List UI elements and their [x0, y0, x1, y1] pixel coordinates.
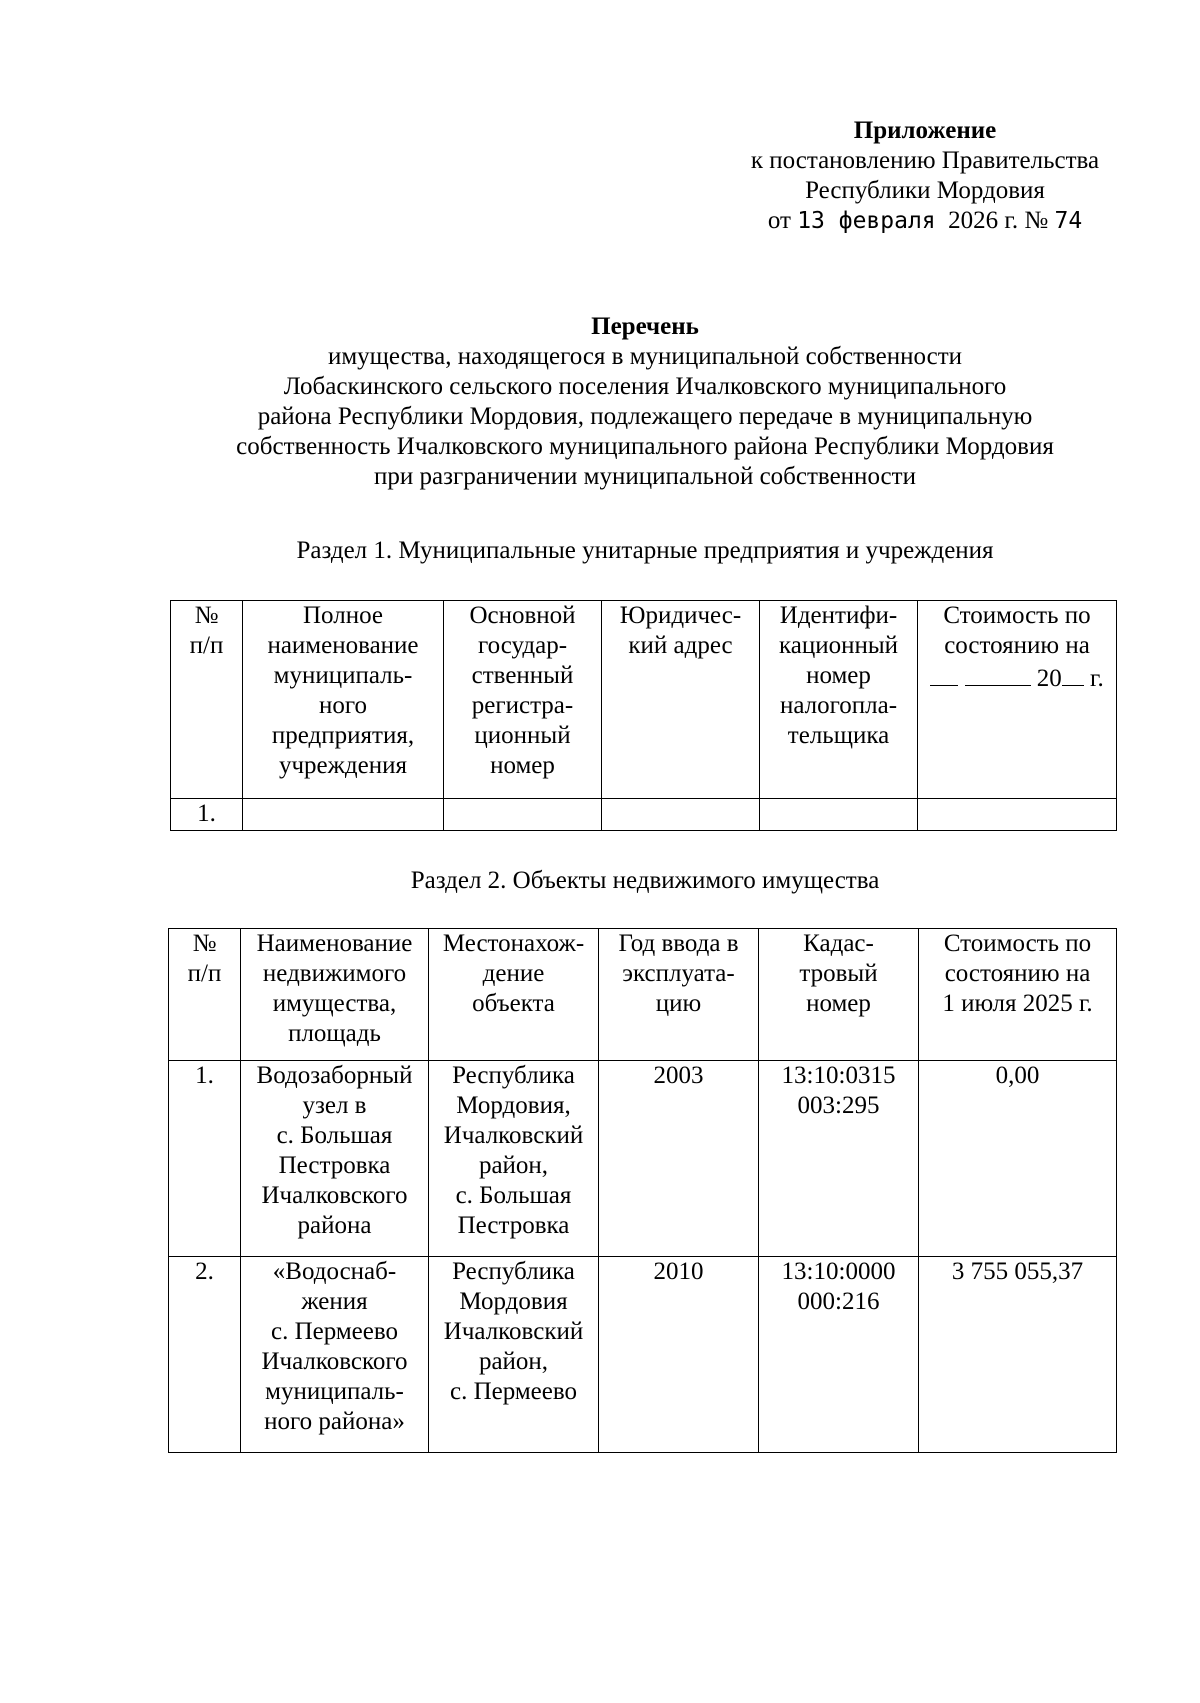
s2-row1-num: 1. [169, 1061, 241, 1257]
s1-row1-num: 1. [171, 799, 243, 831]
s2-row1-year: 2003 [599, 1061, 759, 1257]
s2-h-value-1: Стоимость по [943, 930, 1092, 957]
heading-line-3: района Республики Мордовия, подлежащего передаче в муниципальную [257, 403, 1033, 430]
blank-year [1062, 661, 1084, 686]
s2-h-year-3: цию [655, 990, 702, 1017]
s2-row1-cadastral [759, 1061, 919, 1257]
section2-table [168, 928, 1117, 1453]
s2-r1-name-4: Пестровка [278, 1152, 391, 1179]
s1-h-name-5: предприятия, [271, 722, 415, 749]
s2-h-name-2: недвижимого [262, 960, 407, 987]
s2-r2-loc-2: Мордовия [459, 1288, 568, 1315]
s2-h-year-1: Год ввода в [618, 930, 739, 957]
s2-col-value [919, 929, 1117, 1061]
heading-line-5: при разграничении муниципальной собственности [374, 463, 916, 490]
s2-row2-cadastral [759, 1257, 919, 1453]
s2-r1-name-2: узел в [302, 1092, 367, 1119]
s1-h-addr-2: кий адрес [628, 632, 733, 659]
s2-r1-name-5: Ичалковского [261, 1182, 408, 1209]
section1-title: Раздел 1. Муниципальные унитарные предприятия и учреждения [296, 537, 994, 564]
s1-h-inn-2: кационный [778, 632, 899, 659]
s2-h-loc-2: дение [482, 960, 545, 987]
appendix-title: Приложение [853, 117, 997, 144]
s2-r2-loc-4: район, [478, 1348, 549, 1375]
s2-r1-loc-4: район, [478, 1152, 549, 1179]
s2-r2-cad-1: 13:10:0000 [781, 1258, 896, 1285]
s2-h-num-2: п/п [187, 960, 222, 987]
s2-row2-num: 2. [169, 1257, 241, 1453]
appendix-date-line [705, 206, 1145, 236]
s1-h-value-2: состоянию на [944, 632, 1090, 659]
s1-h-inn-3: номер [806, 662, 871, 689]
s2-r1-loc-6: Пестровка [457, 1212, 570, 1239]
heading-title: Перечень [591, 313, 699, 340]
s1-col-inn [760, 601, 918, 799]
value-date-year: 20 [1036, 665, 1062, 692]
s2-r1-cad-1: 13:10:0315 [781, 1062, 896, 1089]
table-row [169, 1257, 1117, 1453]
s2-r2-loc-1: Республика [452, 1258, 575, 1285]
s2-h-value-3: 1 июля 2025 г. [942, 990, 1093, 1017]
s1-h-name-3: муниципаль- [273, 662, 413, 689]
blank-day [930, 661, 958, 686]
appendix-block [705, 116, 1145, 236]
appendix-line-2: Республики Мордовия [805, 177, 1045, 204]
s2-r2-name-3: с. Пермеево [270, 1318, 398, 1345]
section1-table [170, 600, 1117, 831]
section1-header-row [171, 601, 1117, 799]
s2-r2-cad-2: 000:216 [797, 1288, 880, 1315]
s1-h-addr-1: Юридичес- [619, 602, 742, 629]
appendix-line-1: к постановлению Правительства [750, 147, 1100, 174]
s1-h-value-1: Стоимость по [943, 602, 1091, 629]
s2-r1-name-3: с. Большая [276, 1122, 393, 1149]
s2-row2-year: 2010 [599, 1257, 759, 1453]
s1-h-ogrn-1: Основной [469, 602, 576, 629]
s1-h-value-date [920, 661, 1114, 694]
s1-h-inn-1: Идентифи- [779, 602, 898, 629]
s2-col-num [169, 929, 241, 1061]
s2-h-cad-3: номер [806, 990, 871, 1017]
s1-h-ogrn-2: государ- [477, 632, 568, 659]
s1-h-inn-4: налогопла- [779, 692, 898, 719]
s2-r1-loc-1: Республика [452, 1062, 575, 1089]
value-date-suffix: г. [1090, 665, 1104, 692]
date-prefix: от [767, 207, 791, 234]
table-row [169, 1061, 1117, 1257]
s2-r2-name-4: Ичалковского [261, 1348, 408, 1375]
s2-h-name-1: Наименование [256, 930, 413, 957]
s2-row1-value: 0,00 [919, 1061, 1117, 1257]
s2-h-name-4: площадь [288, 1020, 381, 1047]
table-row [171, 799, 1117, 831]
s2-col-cadastral [759, 929, 919, 1061]
heading-line-2: Лобаскинского сельского поселения Ичалковского муниципального [283, 373, 1007, 400]
s2-r2-loc-5: с. Пермеево [449, 1378, 577, 1405]
s1-row1-inn [760, 799, 918, 831]
s2-h-num-1: № [192, 930, 217, 957]
s1-h-name-1: Полное [303, 602, 383, 629]
s1-h-inn-5: тельщика [787, 722, 890, 749]
s1-row1-address [602, 799, 760, 831]
s2-r1-name-1: Водозаборный [256, 1062, 413, 1089]
date-filled: 13 февраля [797, 208, 936, 234]
s1-row1-name [243, 799, 444, 831]
s2-r2-name-5: муниципаль- [265, 1378, 404, 1405]
s2-h-cad-1: Кадас- [803, 930, 874, 957]
s2-col-name [241, 929, 429, 1061]
s2-row2-value: 3 755 055,37 [919, 1257, 1117, 1453]
s2-h-loc-1: Местонахож- [442, 930, 585, 957]
s2-h-value-2: состоянию на [944, 960, 1091, 987]
s2-r2-name-1: «Водоснаб- [272, 1258, 397, 1285]
decree-number: 74 [1054, 208, 1083, 234]
s2-h-year-2: эксплуата- [622, 960, 735, 987]
s2-row2-name [241, 1257, 429, 1453]
s2-col-year [599, 929, 759, 1061]
s1-h-name-4: ного [318, 692, 367, 719]
s2-r2-name-2: жения [301, 1288, 368, 1315]
s2-row1-location [429, 1061, 599, 1257]
s1-row1-value [918, 799, 1117, 831]
s2-col-location [429, 929, 599, 1061]
s1-h-ogrn-5: ционный [474, 722, 571, 749]
s2-r1-loc-5: с. Большая [455, 1182, 572, 1209]
s2-h-cad-2: тровый [799, 960, 878, 987]
s2-row2-location [429, 1257, 599, 1453]
section2-header-row [169, 929, 1117, 1061]
s2-r1-loc-3: Ичалковский [443, 1122, 584, 1149]
document-heading [150, 312, 1140, 492]
s2-r1-name-6: района [297, 1212, 372, 1239]
s1-h-ogrn-3: ственный [471, 662, 574, 689]
s2-h-name-3: имущества, [272, 990, 397, 1017]
s2-r2-loc-3: Ичалковский [443, 1318, 584, 1345]
heading-line-1: имущества, находящегося в муниципальной собственности [327, 343, 963, 370]
s2-row1-name [241, 1061, 429, 1257]
s1-h-num-1: № [194, 602, 219, 629]
s1-col-ogrn [444, 601, 602, 799]
year-number-label: 2026 г. № [948, 207, 1049, 234]
s1-col-address [602, 601, 760, 799]
s2-h-loc-3: объекта [472, 990, 555, 1017]
s2-r2-name-6: ного района» [264, 1408, 405, 1435]
s1-h-ogrn-4: регистра- [471, 692, 574, 719]
s1-h-name-6: учреждения [278, 752, 407, 779]
s1-col-value [918, 601, 1117, 799]
s1-h-ogrn-6: номер [490, 752, 555, 779]
s1-h-num-2: п/п [189, 632, 224, 659]
s2-r1-loc-2: Мордовия, [456, 1092, 571, 1119]
s1-col-name [243, 601, 444, 799]
blank-month [965, 661, 1031, 686]
s1-col-num [171, 601, 243, 799]
section2-title: Раздел 2. Объекты недвижимого имущества [410, 867, 880, 894]
s2-r1-cad-2: 003:295 [797, 1092, 880, 1119]
s1-row1-ogrn [444, 799, 602, 831]
heading-line-4: собственность Ичалковского муниципального района Республики Мордовия [236, 433, 1054, 460]
s1-h-name-2: наименование [267, 632, 419, 659]
